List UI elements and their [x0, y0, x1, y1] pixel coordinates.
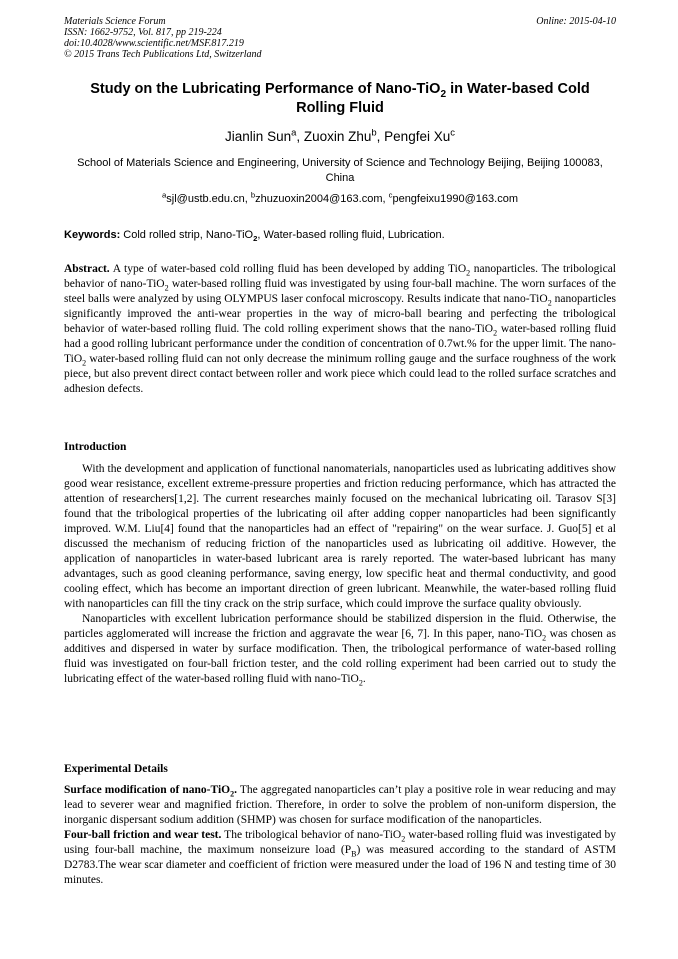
paragraph: Surface modification of nano-TiO$_2$. The aggregated nanoparticles can’t play a positive role in wear reducing and may lead to severer wear and magnified friction. Therefore, in order to solve the problem of non-uniform dispersion, the inorganic dispersant sodium addition (SHMP) was chosen for surface modification of the nanoparticles. [64, 784, 616, 826]
affiliation: School of Materials Science and Engineering, University of Science and Technology Beijing, Beijing 100083, China [77, 157, 603, 184]
abstract: Abstract. A type of water-based cold rolling fluid has been developed by adding TiO$_2$ nanoparticles. The tribological behavior of nano-TiO$_2$ water-based rolling fluid was investigated by using four-ball machine. The worn surfaces of the steel balls were analyzed by using OLYMPUS laser confocal microscopy. Results indicate that nano-TiO$_2$ nanoparticles significantly improved the anti-wear properties in the way of micro-ball bearing and perfecting the tribological behavior of water-based rolling fluid. The cold rolling experiment shows that the nano-TiO$_2$ water-based rolling fluid had a good rolling lubricant performance under the condition of concentration of 0.7wt.% for the upper limit. The nano-TiO$_2$ water-based rolling fluid can not only decrease the minimum rolling gauge and the surface roughness of the work piece, but also prevent direct contact between roller and work piece which could lead to the rolled surface scratches and adhesion defects. [64, 263, 616, 395]
paragraph: With the development and application of functional nanomaterials, nanoparticles used as lubricating additives show good wear resistance, excellent extreme-pressure properties and friction reducing performance, which has attracted the attention of researchers[1,2]. The current researches mainly focused on the mechanical lubricating oil. Tarasov S[3] found that the tribological properties of the lubricating oil after adding copper nanoparticles had been significantly improved. W.M. Liu[4] found that the nanoparticles had an effect of "repairing" on the wear surface. J. Guo[5] et al discussed the mechanism of reducing friction of the nanoparticles used as lubricating oil additive. However, the application of nanoparticles in water-based lubricant area is rarely reported. The water-based lubricant has many advantages, such as good cleaning performance, saving energy, low specific heat and thermal conductivity, and good cooling effect, which has become an important direction of green lubricant. Meanwhile, the water-based rolling fluid with nanoparticles can fill the tiny crack on the strip surface, which could improve the surface quality obviously. [64, 463, 616, 610]
keywords-label: Keywords: [64, 229, 121, 241]
author-name: Zuoxin Zhu [303, 129, 372, 144]
abstract-label: Abstract. [64, 263, 110, 275]
keywords: Keywords: Cold rolled strip, Nano-TiO$_2$, Water-based rolling fluid, Lubrication. [64, 229, 445, 244]
issn-line: ISSN: 1662-9752, Vol. 817, pp 219-224 [64, 27, 222, 38]
author-name: Jianlin Sun [225, 129, 292, 144]
email-link[interactable]: zhuzuoxin2004@163.com [255, 193, 383, 205]
copyright-line: © 2015 Trans Tech Publications Ltd, Switzerland [64, 49, 262, 60]
subsection-label: Four-ball friction and wear test. [64, 829, 222, 841]
journal-header [64, 16, 616, 60]
journal-name: Materials Science Forum [64, 16, 166, 27]
author-list: Jianlin Sun$^a$, Zuoxin Zhu$^b$, Pengfei Xu$^c$ [225, 127, 455, 144]
subsection-label: Surface modification of nano-TiO$_2$. [64, 784, 238, 799]
email-link[interactable]: pengfeixu1990@163.com [392, 193, 518, 205]
experimental-body [64, 783, 616, 888]
doi-line[interactable]: doi:10.4028/www.scientific.net/MSF.817.219 [64, 38, 244, 49]
introduction-body [64, 462, 616, 687]
online-date: Online: 2015-04-10 [536, 16, 616, 27]
paper-title: Study on the Lubricating Performance of Nano-TiO$_2$ in Water-based Cold Rolling Fluid [90, 81, 590, 116]
section-heading-experimental: Experimental Details [64, 763, 168, 775]
paragraph: Nanoparticles with excellent lubrication performance should be stabilized dispersion in the fluid. Otherwise, the particles agglomerated will increase the friction and aggravate the wear [6, 7]. In this paper, nano-TiO$_2$ was chosen as additives and dispersed in water by surface modification. Then, the tribological performance of water-based rolling fluid was investigated on four-ball friction tester, and the cold rolling experiment had been carried out to study the lubricating effect of the water-based rolling fluid with nano-TiO$_2$. [64, 613, 616, 688]
author-name: Pengfei Xu [384, 129, 451, 144]
email-link[interactable]: sjl@ustb.edu.cn [166, 193, 245, 205]
email-list: $^a$sjl@ustb.edu.cn, $^b$zhuzuoxin2004@163.com, $^c$pengfeixu1990@163.com [162, 190, 518, 205]
section-heading-introduction: Introduction [64, 441, 127, 453]
paragraph: Four-ball friction and wear test. The tribological behavior of nano-TiO$_2$ water-based rolling fluid was investigated by using four-ball machine, the maximum nonseizure load $(P_B)$ was measured according to the standard of ASTM D2783.The wear scar diameter and coefficient of friction were measured under the load of 196 N and testing time of 30 minutes. [64, 829, 616, 886]
